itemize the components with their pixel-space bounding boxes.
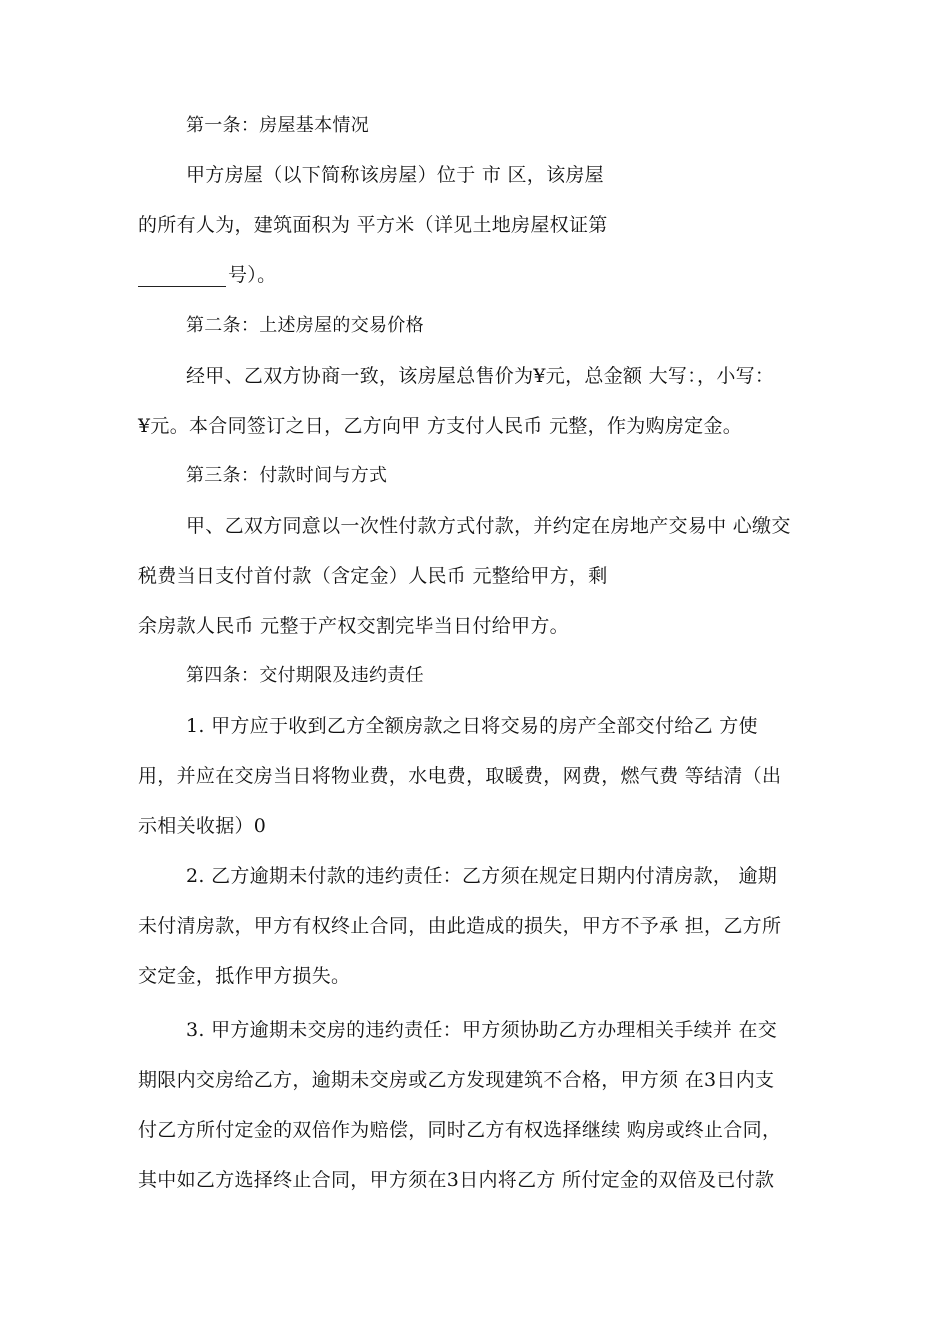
article-4-heading: 第四条：交付期限及违约责任 [186, 665, 424, 686]
article-2-line-1: 经甲、乙双方协商一致，该房屋总售价为¥元，总金额 大写：，小写： [186, 365, 775, 387]
article-4-p1-line-3: 示相关收据）0 [138, 815, 267, 837]
article-1-line-3-text: 号）。 [228, 264, 277, 286]
article-3-line-2: 税费当日支付首付款（含定金）人民币 元整给甲方，剩 [138, 565, 608, 587]
article-3-line-3: 余房款人民币 元整于产权交割完毕当日付给甲方。 [138, 615, 569, 637]
article-4-p2-line-3: 交定金，抵作甲方损失。 [138, 965, 351, 987]
article-1-heading: 第一条：房屋基本情况 [186, 115, 369, 136]
article-4-p2-line-1: 2. 乙方逾期未付款的违约责任：乙方须在规定日期内付清房款， 逾期 [186, 865, 778, 887]
article-4-p3-line-4: 其中如乙方选择终止合同，甲方须在3日内将乙方 所付定金的双倍及已付款 [138, 1169, 775, 1191]
article-2-line-2: ¥元。本合同签订之日，乙方向甲 方支付人民币 元整，作为购房定金。 [138, 415, 743, 437]
article-1-line-1: 甲方房屋（以下简称该房屋）位于 市 区，该房屋 [186, 164, 604, 186]
article-1-line-2: 的所有人为，建筑面积为 平方米（详见土地房屋权证第 [138, 214, 608, 236]
article-3-heading: 第三条：付款时间与方式 [186, 465, 388, 486]
article-4-p2-line-2: 未付清房款，甲方有权终止合同，由此造成的损失，甲方不予承 担，乙方所 [138, 915, 782, 937]
fill-in-blank [138, 268, 226, 287]
article-1-line-3 [138, 263, 276, 287]
article-3-line-1: 甲、乙双方同意以一次性付款方式付款，并约定在房地产交易中 心缴交 [186, 515, 791, 537]
article-4-p1-line-2: 用，并应在交房当日将物业费，水电费，取暖费，网费，燃气费 等结清（出 [138, 765, 782, 787]
article-2-heading: 第二条：上述房屋的交易价格 [186, 315, 424, 336]
article-4-p1-line-1: 1. 甲方应于收到乙方全额房款之日将交易的房产全部交付给乙 方使 [186, 715, 758, 737]
article-4-p3-line-2: 期限内交房给乙方，逾期未交房或乙方发现建筑不合格，甲方须 在3日内支 [138, 1069, 775, 1091]
article-4-p3-line-3: 付乙方所付定金的双倍作为赔偿，同时乙方有权选择继续 购房或终止合同， [138, 1119, 782, 1141]
article-4-p3-line-1: 3. 甲方逾期未交房的违约责任：甲方须协助乙方办理相关手续并 在交 [186, 1019, 778, 1041]
